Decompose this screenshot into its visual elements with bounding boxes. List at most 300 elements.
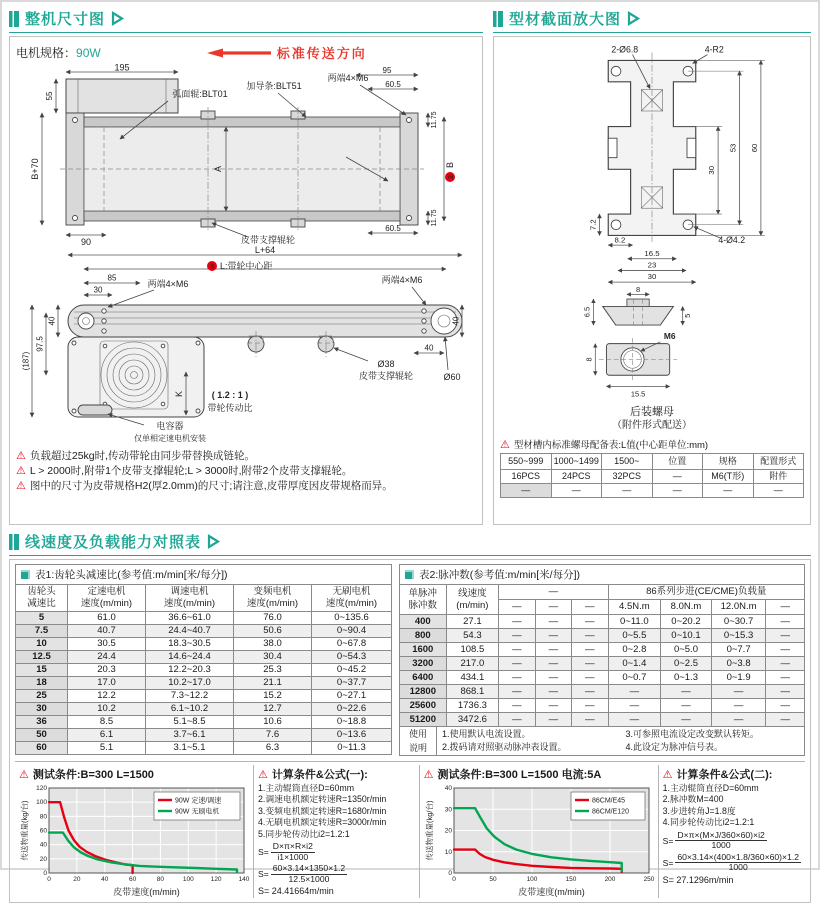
table-cell: — xyxy=(608,713,661,727)
table-cell: 38.0 xyxy=(234,638,312,651)
gear-ratio-table xyxy=(15,584,392,755)
table-cell: 108.5 xyxy=(446,643,499,657)
x-axis-label: 皮带速度(m/min) xyxy=(517,887,585,897)
table-cell: — xyxy=(535,685,571,699)
table-cell: — xyxy=(535,713,571,727)
formula2-fraction2 xyxy=(663,853,801,873)
bottom-strip xyxy=(15,761,805,898)
table-cell: 17.0 xyxy=(68,677,146,690)
dim-label: K xyxy=(174,390,184,398)
y-tick-label: 60 xyxy=(39,827,47,835)
drawing-shape xyxy=(73,118,78,123)
table-cell: — xyxy=(766,699,805,713)
table-cell: 0~2.5 xyxy=(661,657,712,671)
table-row xyxy=(16,612,392,625)
header-line1: 定速电机 xyxy=(87,586,126,597)
legend-label: 90W 无刷电机 xyxy=(175,808,220,816)
y-tick-label: 120 xyxy=(36,785,47,792)
header-line1: 变频电机 xyxy=(253,586,292,597)
table-cell: 12.2~20.3 xyxy=(146,664,234,677)
table-cell: 0~15.3 xyxy=(711,629,766,643)
table-cell: — xyxy=(572,699,608,713)
table-row xyxy=(16,703,392,716)
usage-notes-right xyxy=(621,727,805,755)
drawing-shape xyxy=(113,13,122,24)
panel-overall-dimensions xyxy=(9,7,483,525)
table-row xyxy=(400,629,805,643)
table2-subheader: 12.0N.m xyxy=(711,600,766,615)
table-cell: — xyxy=(766,685,805,699)
drawing-shape xyxy=(72,409,76,413)
drawing-shape xyxy=(72,341,76,345)
usage-note: 3.可参照电流设定改变默认转矩。 xyxy=(625,729,760,739)
note-line xyxy=(16,464,476,479)
note-text: 图中的尺寸为皮带规格H2(厚2.0mm)的尺寸;请注意,皮带厚度因皮带规格而异。 xyxy=(29,480,393,492)
table-cell: — xyxy=(499,629,535,643)
dim-label: 97.5 xyxy=(35,336,45,352)
drawing-shape xyxy=(611,66,621,76)
table-cell: 10.6 xyxy=(234,716,312,729)
nut-table-header: 1500~ xyxy=(602,454,653,470)
table-cell: — xyxy=(572,713,608,727)
drawing-shape xyxy=(445,337,448,370)
drawing-shape xyxy=(102,309,106,313)
formula1-cell xyxy=(253,765,419,898)
nut-table-caption-row xyxy=(500,437,804,451)
table-cell: 0~11.0 xyxy=(608,615,661,629)
table2-subheader: — xyxy=(766,600,805,615)
dim-label: 皮带支撑辊轮 xyxy=(240,235,296,245)
header-line1: 调速电机 xyxy=(170,586,209,597)
dim-label: (187) xyxy=(21,351,31,371)
table-cell: 7.5 xyxy=(16,625,68,638)
table-cell: 0~54.3 xyxy=(312,651,392,664)
section-title: 型材截面放大图 xyxy=(509,11,622,28)
dim-label: 8 xyxy=(584,357,594,362)
dim-label: L+64 xyxy=(254,245,276,255)
table-cell: 61.0 xyxy=(68,612,146,625)
formula2-conditions xyxy=(663,783,801,829)
drawing-shape xyxy=(78,313,94,329)
dim-label: 8.2 xyxy=(614,235,626,245)
table-cell: 0~30.7 xyxy=(711,615,766,629)
drawing-shape xyxy=(608,138,617,157)
dim-label: 60.5 xyxy=(385,224,401,233)
table-cell: — xyxy=(501,484,552,498)
fraction-numerator: D×π×(M×J/360×60)×i2 xyxy=(677,829,765,840)
x-tick-label: 120 xyxy=(210,876,222,883)
drawing-shape xyxy=(84,117,400,127)
table1-header xyxy=(68,585,146,612)
chart2-title-row xyxy=(424,766,654,782)
drawing-shape xyxy=(611,220,621,230)
t2-group-header: 86系列步进(CE/CME)负载量 xyxy=(608,585,804,600)
x-tick-label: 50 xyxy=(488,876,497,883)
nut-profile xyxy=(603,306,674,325)
x-axis-label: 皮带速度(m/min) xyxy=(113,887,180,897)
dim-label: 6.5 xyxy=(582,306,592,318)
table-cell: 3.7~6.1 xyxy=(146,729,234,742)
table-cell: 7.3~12.2 xyxy=(146,690,234,703)
formula1-result: S= 24.41664m/min xyxy=(258,886,334,897)
table1-caption: 表1:齿轮头减速比(参考值:m/min[米/每分]) xyxy=(35,569,228,581)
page-title: 整机尺寸图 xyxy=(25,11,106,28)
table-cell: 36 xyxy=(16,716,68,729)
drawing-shape xyxy=(209,536,218,547)
table2-caption: 表2:脉冲数(参考值:m/min[米/每分]) xyxy=(419,569,581,581)
table-icon xyxy=(21,570,30,579)
drawing-shape xyxy=(693,55,708,64)
plan-view-drawing xyxy=(16,62,468,247)
formula-s-label: S= xyxy=(258,847,269,858)
speed-load-box xyxy=(9,559,811,903)
table-cell: 附件 xyxy=(753,470,804,484)
legend-box xyxy=(571,792,645,820)
table-cell: 434.1 xyxy=(446,671,499,685)
table-cell: 12800 xyxy=(400,685,447,699)
table-cell: — xyxy=(766,671,805,685)
dim-label: 23 xyxy=(647,260,657,270)
table2-subheader: 8.0N.m xyxy=(661,600,712,615)
dim-label: 53 xyxy=(728,143,738,153)
x-tick-label: 0 xyxy=(47,876,51,883)
table-cell: 50.6 xyxy=(234,625,312,638)
fraction-denominator: i1×1000 xyxy=(277,851,309,862)
table-cell: 16PCS xyxy=(501,470,552,484)
nut-note: （附件形式配送） xyxy=(612,420,692,431)
dim-label: 40 xyxy=(424,343,434,353)
header-bars-icon xyxy=(9,534,19,550)
table-cell: 0~7.7 xyxy=(711,643,766,657)
formula1-conditions xyxy=(258,783,415,840)
top-row xyxy=(9,7,811,525)
table-cell: 15.2 xyxy=(234,690,312,703)
drawing-shape xyxy=(161,402,165,406)
table-cell: — xyxy=(499,657,535,671)
drawing-shape xyxy=(84,211,400,221)
table-cell: 0~135.6 xyxy=(312,612,392,625)
x-tick-label: 20 xyxy=(73,876,81,883)
x-tick-label: 0 xyxy=(451,876,456,883)
y-tick-label: 10 xyxy=(444,848,452,856)
table-cell: — xyxy=(602,484,653,498)
table-cell: 30 xyxy=(16,703,68,716)
table2-subheader: — xyxy=(535,600,571,615)
formula-condition-line: 4.无刷电机额定转速R=3000r/min xyxy=(258,817,387,828)
t2-col2-header: 线速度 (m/min) xyxy=(446,585,499,615)
table-cell: 3.1~5.1 xyxy=(146,742,234,755)
table2-subheader: — xyxy=(499,600,535,615)
formula-condition-line: 3.步进转角J=1.8度 xyxy=(662,805,736,816)
fraction-denominator: 1000 xyxy=(711,840,731,851)
table-cell: 0~2.8 xyxy=(608,643,661,657)
nut-table-caption: 型材槽内标准螺母配备表:L值(中心距单位:mm) xyxy=(513,440,709,451)
dim-label: 皮带支撑辊轮 xyxy=(358,371,414,381)
y-tick-label: 30 xyxy=(444,806,452,814)
table-cell: 0~13.6 xyxy=(312,729,392,742)
chart1-cell xyxy=(15,765,253,898)
dim-label: 85 xyxy=(107,273,117,283)
dim-label: 两端4×M6 xyxy=(381,275,423,285)
dim-label: 电容器 xyxy=(156,421,184,431)
table1-area xyxy=(15,564,392,756)
dim-label: 两端4×M6 xyxy=(147,279,189,289)
table-cell: 0~1.9 xyxy=(711,671,766,685)
drawing-shape xyxy=(360,85,406,115)
table-cell: 36.6~61.0 xyxy=(146,612,234,625)
table-cell: 0~27.1 xyxy=(312,690,392,703)
y-tick-label: 20 xyxy=(444,827,452,835)
table-cell: 0~45.2 xyxy=(312,664,392,677)
warning-icon: ⚠ xyxy=(16,465,26,477)
table-cell: 0~37.7 xyxy=(312,677,392,690)
table1-header xyxy=(16,585,68,612)
header-bars-icon xyxy=(493,11,503,27)
table-cell: 51200 xyxy=(400,713,447,727)
dim-B-badge xyxy=(445,162,455,182)
dim-label: 2-Ø6.8 xyxy=(611,44,639,55)
nut-table-header: 1000~1499 xyxy=(551,454,602,470)
dim-label: 仅单相定速电机安装 xyxy=(134,434,206,443)
formula-condition-line: 2.脉冲数M=400 xyxy=(662,794,724,805)
header-line1: 齿轮头 xyxy=(27,586,56,597)
table-row xyxy=(16,690,392,703)
dim-label: 30 xyxy=(93,285,103,295)
usage-notes xyxy=(399,727,805,756)
table-cell: 12.7 xyxy=(234,703,312,716)
table2-subheader: 4.5N.m xyxy=(608,600,661,615)
table-cell: 40.7 xyxy=(68,625,146,638)
table-cell: — xyxy=(766,643,805,657)
table-cell: — xyxy=(535,643,571,657)
formula-condition-line: 1.主动辊筒直径D=60mm xyxy=(662,783,759,793)
t-nut-drawing xyxy=(554,286,750,405)
table-cell: — xyxy=(608,699,661,713)
table-cell: 18.3~30.5 xyxy=(146,638,234,651)
side-view-drawing xyxy=(16,247,468,445)
profile-cross-section-drawing xyxy=(506,41,798,286)
nut-table-header: 位置 xyxy=(652,454,703,470)
table-cell: 400 xyxy=(400,615,447,629)
dim-label: L:带轮中心距 xyxy=(220,261,273,271)
table-cell: — xyxy=(711,713,766,727)
table-cell: 6.1~10.2 xyxy=(146,703,234,716)
dim-label: 4-Ø4.2 xyxy=(718,235,746,246)
table-cell: 868.1 xyxy=(446,685,499,699)
drawing-shape xyxy=(422,329,426,333)
table-cell: — xyxy=(711,699,766,713)
formula-s-label: S= xyxy=(662,835,674,846)
panel-profile-section xyxy=(493,7,811,525)
left-arrow-icon xyxy=(206,47,272,59)
nut-table xyxy=(500,453,804,498)
table-cell: 12.5 xyxy=(16,651,68,664)
table-cell: 6.1 xyxy=(68,729,146,742)
warning-icon: ⚠ xyxy=(423,768,434,781)
dim-label: Ø38 xyxy=(377,359,395,369)
y-tick-label: 100 xyxy=(36,799,47,807)
dim-label: ( 1.2 : 1 ) xyxy=(211,390,249,400)
table-cell: — xyxy=(499,615,535,629)
table-cell: 0~10.1 xyxy=(661,629,712,643)
legend-box xyxy=(154,792,240,820)
warning-icon: ⚠ xyxy=(662,768,673,781)
table-cell: 8.5 xyxy=(68,716,146,729)
drawing-shape xyxy=(412,287,426,305)
dim-label: 30 xyxy=(647,272,657,282)
table1-header xyxy=(146,585,234,612)
t2-dash-header: — xyxy=(499,585,608,600)
table2-caption-bar xyxy=(399,564,805,584)
table-cell: 0~90.4 xyxy=(312,625,392,638)
section-header-speed-load xyxy=(9,530,811,556)
table-cell: — xyxy=(661,699,712,713)
table1-header xyxy=(234,585,312,612)
table-cell: — xyxy=(551,484,602,498)
table-cell: — xyxy=(535,629,571,643)
usage-notes-left xyxy=(437,727,621,755)
table-cell: 0~5.5 xyxy=(608,629,661,643)
table-row xyxy=(16,716,392,729)
table-cell: 15 xyxy=(16,664,68,677)
nut-table-header: 配置形式 xyxy=(753,454,804,470)
y-tick-label: 80 xyxy=(39,813,47,821)
table-cell: — xyxy=(711,685,766,699)
note-line xyxy=(16,479,476,494)
table-row xyxy=(16,651,392,664)
note-text: L > 2000时,附带1个皮带支撑辊轮;L > 3000时,附带2个皮带支撑辊轮。 xyxy=(29,465,353,477)
legend-label: 86CM/E45 xyxy=(591,797,625,805)
fraction-numerator: 60×3.14×(400×1.8/360×60)×1.2 xyxy=(677,851,799,862)
dim-label: 8 xyxy=(635,285,641,295)
table-cell: — xyxy=(766,713,805,727)
drawing-shape xyxy=(103,344,107,348)
drawing-shape xyxy=(407,216,412,221)
table-cell: — xyxy=(652,470,703,484)
table-row xyxy=(400,671,805,685)
table-cell: 800 xyxy=(400,629,447,643)
table-cell: 0~20.2 xyxy=(661,615,712,629)
x-tick-label: 250 xyxy=(643,876,655,883)
header-line2: 速度(m/min) xyxy=(325,598,378,609)
table-cell: — xyxy=(499,699,535,713)
dim-label: 40 xyxy=(47,316,57,326)
formula-s-label: S= xyxy=(258,869,269,880)
table-cell: — xyxy=(608,685,661,699)
pulse-table xyxy=(399,584,805,727)
dim-label: 11.75 xyxy=(431,111,438,129)
table-cell: 1600 xyxy=(400,643,447,657)
table-icon xyxy=(405,570,414,579)
usage-label-1: 使用 xyxy=(408,728,427,739)
table1-caption-bar xyxy=(15,564,392,584)
table-cell: 3472.6 xyxy=(446,713,499,727)
table-cell: — xyxy=(753,484,804,498)
dim-label: 11.75 xyxy=(431,209,438,227)
table-row xyxy=(16,638,392,651)
table-row xyxy=(400,657,805,671)
section-title: 线速度及负载能力对照表 xyxy=(25,534,202,551)
chevron-right-icon xyxy=(207,534,220,549)
table-cell: — xyxy=(535,657,571,671)
x-tick-label: 100 xyxy=(182,876,194,883)
motor-spec-value: 90W xyxy=(76,45,101,60)
x-tick-label: 200 xyxy=(604,876,616,883)
table-cell: 5.1~8.5 xyxy=(146,716,234,729)
table-cell: — xyxy=(499,671,535,685)
formula1-fraction2 xyxy=(258,864,415,884)
table-cell: 0~0.7 xyxy=(608,671,661,685)
usage-label xyxy=(400,727,437,755)
x-tick-label: 150 xyxy=(565,876,577,883)
table-cell: — xyxy=(766,615,805,629)
formula1-title: 计算条件&公式(一): xyxy=(271,769,368,781)
table-row xyxy=(400,643,805,657)
header-line2: 速度(m/min) xyxy=(80,598,133,609)
formula-condition-line: 2.调速电机额定转速R=1350r/min xyxy=(258,794,387,805)
table-cell: 25600 xyxy=(400,699,447,713)
formula2-title: 计算条件&公式(二): xyxy=(676,769,773,781)
drawing-shape xyxy=(196,341,200,345)
header-bars-icon xyxy=(9,11,19,27)
dim-label: 30 xyxy=(707,165,717,175)
table-row xyxy=(400,685,805,699)
dim-label: 5 xyxy=(683,313,693,318)
y-tick-label: 0 xyxy=(447,870,452,877)
drawing-shape xyxy=(196,409,200,413)
table-cell: — xyxy=(499,643,535,657)
table2-area xyxy=(399,564,805,756)
table-cell: — xyxy=(572,685,608,699)
table-row xyxy=(16,664,392,677)
drawing-shape xyxy=(334,348,368,361)
table-row xyxy=(16,625,392,638)
table-cell: — xyxy=(766,657,805,671)
formula2-title-row xyxy=(663,766,801,782)
table-cell: 10.2 xyxy=(68,703,146,716)
header-line1: 无刷电机 xyxy=(332,586,371,597)
fraction-numerator: D×π×R×i2 xyxy=(272,841,313,852)
dim-label: 15.5 xyxy=(630,389,646,399)
usage-note: 2.拨码请对照驱动脉冲表设置。 xyxy=(442,742,567,752)
table-cell: 0~3.8 xyxy=(711,657,766,671)
table-cell: 0~22.6 xyxy=(312,703,392,716)
formula2-result: S= 27.1296m/min xyxy=(662,875,734,885)
drawing-shape xyxy=(407,118,412,123)
table-cell: 24.4~40.7 xyxy=(146,625,234,638)
section-header xyxy=(493,7,811,33)
notes-list xyxy=(16,449,476,494)
warning-icon: ⚠ xyxy=(500,438,510,451)
dim-label: 带轮传动比 xyxy=(207,403,253,413)
fraction-numerator: 60×3.14×1350×1.2 xyxy=(272,863,346,874)
formula1-fraction1 xyxy=(258,842,415,862)
table-cell: — xyxy=(572,671,608,685)
formula-condition-line: 1.主动辊筒直径D=60mm xyxy=(258,783,355,793)
formula2-fraction1 xyxy=(663,831,801,851)
table-row xyxy=(16,677,392,690)
table-cell: — xyxy=(499,713,535,727)
table-cell: 5.1 xyxy=(68,742,146,755)
dim-label: A xyxy=(213,165,223,173)
tables-row xyxy=(15,564,805,756)
table-cell: 25 xyxy=(16,690,68,703)
motor-body xyxy=(66,79,178,113)
warning-icon: ⚠ xyxy=(258,768,268,781)
table-cell: — xyxy=(572,643,608,657)
table-cell: 25.3 xyxy=(234,664,312,677)
table-cell: 10 xyxy=(16,638,68,651)
